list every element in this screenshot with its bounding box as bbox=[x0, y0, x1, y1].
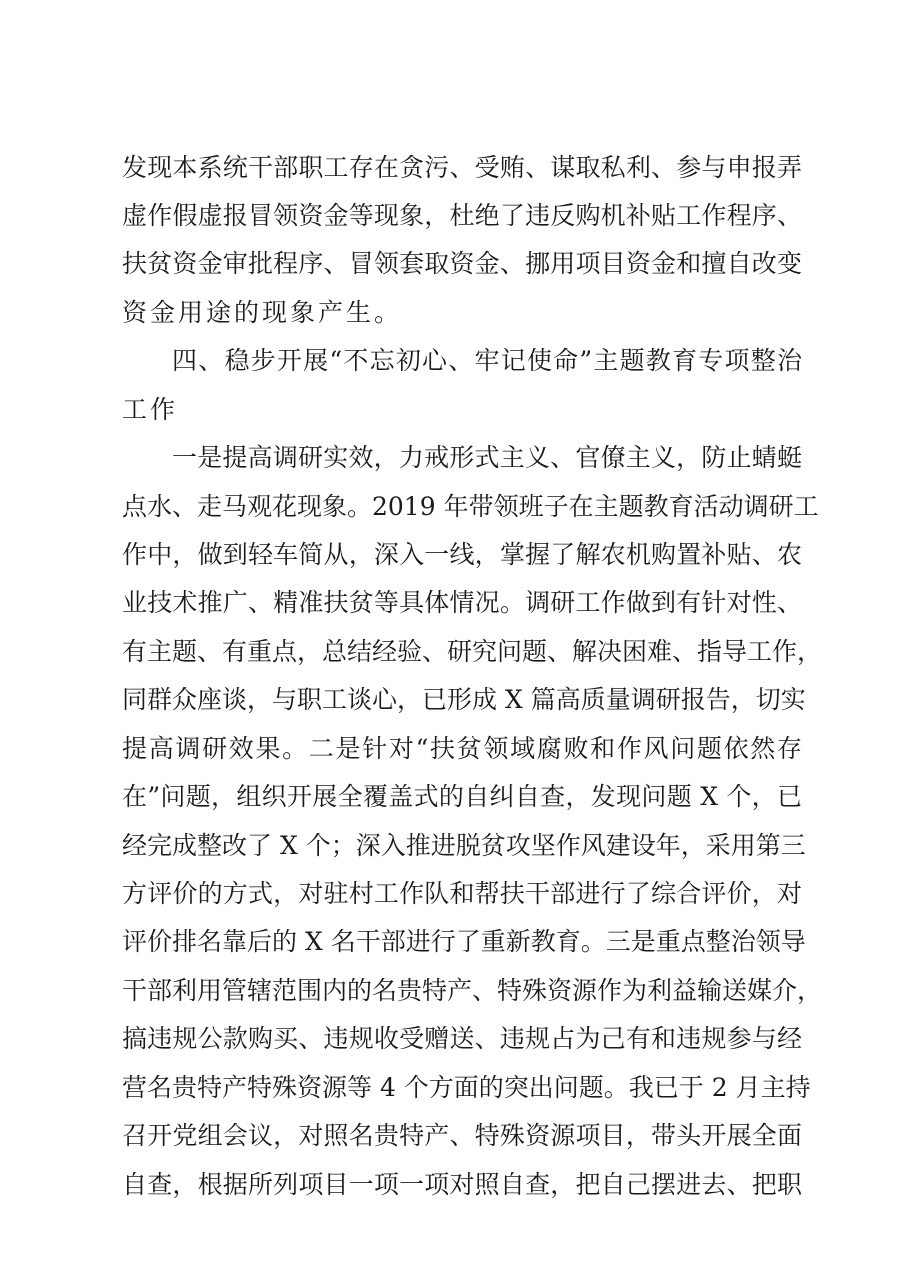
text-line: 搞违规公款购买、违规收受赠送、违规占为己有和违规参与经 bbox=[122, 1024, 802, 1053]
text-line: 方评价的方式，对驻村工作队和帮扶干部进行了综合评价，对 bbox=[122, 879, 802, 908]
text-line: 点水、走马观花现象。2019 年带领班子在主题教育活动调研工 bbox=[122, 492, 819, 521]
text-line: 经完成整改了 X 个；深入推进脱贫攻坚作风建设年，采用第三 bbox=[122, 831, 806, 860]
text-line: 提高调研效果。二是针对“扶贫领域腐败和作风问题依然存 bbox=[122, 734, 802, 763]
text-line: 干部利用管辖范围内的名贵特产、特殊资源作为利益输送媒介， bbox=[122, 976, 823, 1005]
text-line: 扶贫资金审批程序、冒领套取资金、挪用项目资金和擅自改变 bbox=[122, 249, 802, 278]
text-line: 发现本系统干部职工存在贪污、受贿、谋取私利、参与申报弄 bbox=[122, 153, 802, 182]
text-line: 业技术推广、精准扶贫等具体情况。调研工作做到有针对性、 bbox=[122, 588, 802, 617]
section-heading-continued: 工作 bbox=[122, 395, 179, 424]
text-line: 营名贵特产特殊资源等 4 个方面的突出问题。我已于 2 月主持 bbox=[122, 1073, 811, 1102]
section-heading: 四、稳步开展“不忘初心、牢记使命”主题教育专项整治 bbox=[172, 346, 802, 375]
text-line: 召开党组会议，对照名贵特产、特殊资源项目，带头开展全面 bbox=[122, 1121, 802, 1150]
text-line: 同群众座谈，与职工谈心，已形成 X 篇高质量调研报告，切实 bbox=[122, 685, 806, 714]
text-line: 一是提高调研实效，力戒形式主义、官僚主义，防止蜻蜓 bbox=[172, 443, 802, 472]
text-line: 作中，做到轻车简从，深入一线，掌握了解农机购置补贴、农 bbox=[122, 540, 802, 569]
text-line: 评价排名靠后的 X 名干部进行了重新教育。三是重点整治领导 bbox=[122, 927, 806, 956]
text-line: 资金用途的现象产生。 bbox=[122, 298, 403, 327]
text-line: 自查，根据所列项目一项一项对照自查，把自己摆进去、把职 bbox=[122, 1170, 802, 1199]
text-line: 虚作假虚报冒领资金等现象，杜绝了违反购机补贴工作程序、 bbox=[122, 201, 802, 230]
text-line: 有主题、有重点，总结经验、研究问题、解决困难、指导工作， bbox=[122, 637, 823, 666]
text-line: 在”问题，组织开展全覆盖式的自纠自查，发现问题 X 个，已 bbox=[122, 782, 802, 811]
